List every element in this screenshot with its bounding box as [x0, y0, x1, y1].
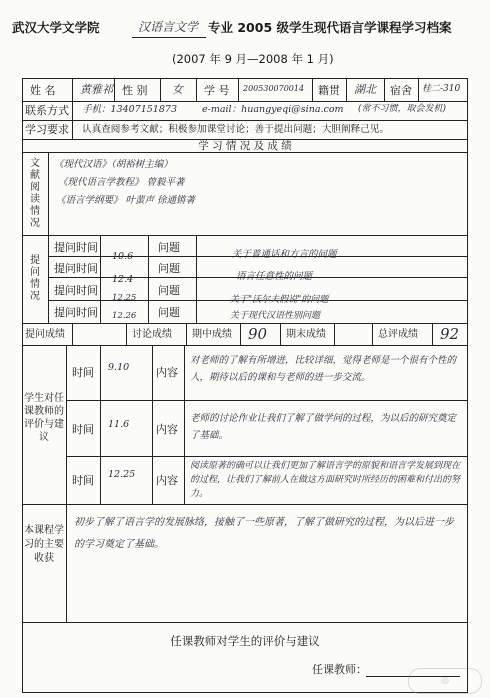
col-divider — [372, 323, 373, 345]
col-divider — [100, 345, 101, 504]
question-time: 12.25 — [112, 293, 137, 303]
major-underline — [132, 37, 206, 38]
col-divider — [114, 78, 115, 101]
question-time-label: 提问时间 — [54, 306, 98, 319]
discussion-grade-label: 讨论成绩 — [132, 329, 172, 340]
summary-text: 初步了解了语言学的发展脉络，接触了一些原著，了解了做研究的过程，为以后进一步的学习奠定了基础。 — [74, 517, 454, 550]
question-label: 问题 — [158, 241, 180, 254]
col-divider — [346, 78, 347, 101]
question-time: 12.26 — [112, 311, 137, 321]
col-divider — [72, 101, 73, 139]
feedback-content-label: 内容 — [156, 474, 178, 487]
feedback-time-label: 时间 — [72, 423, 94, 436]
question-time-label: 提问时间 — [54, 284, 98, 297]
reading-item: 《语言学纲要》 叶蜚声 徐通锵著 — [56, 195, 196, 206]
midterm-grade: 90 — [248, 325, 268, 343]
col-divider — [72, 78, 73, 101]
feedback-time: 12.25 — [108, 469, 136, 480]
col-divider — [280, 323, 281, 345]
col-divider — [418, 78, 419, 101]
question-time-label: 提问时间 — [54, 262, 98, 275]
row-divider — [22, 323, 468, 324]
feedback-section-label: 学生对任课教师的评价与建议 — [24, 393, 64, 443]
row-divider — [22, 504, 468, 505]
document-title: 专业 2005 级学生现代语言学课程学习档案 — [208, 20, 452, 35]
col-divider — [334, 323, 335, 345]
col-divider — [160, 78, 161, 101]
student-gender: 女 — [172, 83, 183, 96]
question-text: 关于"沃尔夫假说"的问题 — [230, 295, 329, 305]
col-divider — [238, 78, 239, 101]
contact-phone: 手机：13407151873 — [82, 104, 177, 115]
section-title: 学 习 情 况 及 成 绩 — [198, 140, 292, 152]
feedback-content: 阅读原著的确可以让我们更加了解语言学的原貌和语言学发展到现在的过程，让我们了解前人在做这方面研究时所经历的困难和付出的努力。 — [190, 461, 461, 499]
question-label: 问题 — [158, 262, 180, 275]
col-divider — [240, 323, 241, 345]
teacher-signature-label: 任课教师： — [312, 663, 367, 676]
question-time-label: 提问时间 — [54, 241, 98, 254]
feedback-content-label: 内容 — [156, 366, 178, 379]
requirements-text: 认真查阅参考文献；积极参加课堂讨论；善于提出问题；大胆阐释己见。 — [82, 124, 389, 135]
row-divider — [22, 345, 468, 346]
contact-email: e-mail：huangyeqi@sina.com — [202, 104, 344, 115]
feedback-content: 对老师的了解有所增进，比较详细，觉得老师是一个很有个性的人，期待以后的课和与老师的进一步交流。 — [190, 355, 457, 383]
reading-item: 《现代语言学教程》 曾毅平著 — [58, 177, 185, 188]
question-text: 语言任意性的问题 — [236, 271, 313, 282]
feedback-time: 11.6 — [108, 419, 130, 430]
name-label: 姓 名 — [30, 84, 56, 97]
col-divider — [196, 235, 197, 323]
row-divider — [22, 120, 468, 121]
teacher-eval-title: 任课教师对学生的评价与建议 — [170, 634, 320, 648]
document-period: (2007 年 9 月—2008 年 1 月) — [172, 52, 334, 66]
row-divider — [22, 152, 468, 153]
col-divider — [432, 323, 433, 345]
col-divider — [184, 345, 185, 504]
student-name: 黄雅祁 — [80, 83, 113, 96]
overall-grade: 92 — [440, 325, 460, 343]
col-divider — [312, 78, 313, 101]
reading-label: 文献阅读情况 — [30, 158, 40, 229]
col-divider — [100, 235, 101, 323]
row-divider — [66, 456, 468, 457]
question-text: 关于现代汉语性别问题 — [230, 311, 321, 321]
feedback-content-label: 内容 — [156, 423, 178, 436]
col-divider — [66, 504, 67, 622]
gender-label: 性 别 — [122, 84, 148, 97]
question-label: 问题 — [158, 306, 180, 319]
dorm-label: 宿舍 — [390, 84, 412, 97]
major-handwritten: 汉语言文学 — [138, 20, 199, 34]
contact-note: (常不习惯，取会发机) — [358, 104, 447, 114]
col-divider — [384, 78, 385, 101]
feedback-time-label: 时间 — [72, 366, 94, 379]
table-border-left — [22, 78, 23, 693]
row-divider — [22, 235, 468, 236]
question-text: 关于普通话和方言的问题 — [232, 249, 337, 260]
question-time: 12.4 — [112, 274, 134, 285]
col-divider — [196, 78, 197, 101]
table-border-bottom — [22, 692, 468, 693]
table-border-right — [467, 78, 468, 693]
reading-item: 《现代汉语》（胡裕树主编） — [54, 159, 173, 170]
feedback-time-label: 时间 — [72, 474, 94, 487]
summary-label: 本课程学习的主要收获 — [24, 525, 64, 564]
col-divider — [186, 323, 187, 345]
col-divider — [72, 323, 73, 345]
question-section-label: 提问情况 — [30, 255, 40, 302]
row-divider — [66, 400, 468, 401]
feedback-time: 9.10 — [108, 362, 130, 373]
question-grade-label: 提问成绩 — [25, 329, 65, 340]
question-time: 10.6 — [112, 251, 134, 262]
watermark-logo: ◎ — [408, 668, 482, 694]
student-id: 200530070014 — [243, 84, 305, 93]
contact-label: 联系方式 — [25, 104, 69, 117]
table-border-top — [22, 78, 468, 79]
student-dorm: 桂二-310 — [422, 84, 461, 94]
university-name: 武汉大学文学院 — [12, 20, 100, 35]
hometown-label: 籍贯 — [318, 84, 340, 97]
question-label: 问题 — [158, 284, 180, 297]
col-divider — [48, 152, 49, 323]
col-divider — [152, 345, 153, 504]
col-divider — [126, 323, 127, 345]
requirements-label: 学习要求 — [25, 123, 69, 136]
row-divider — [22, 622, 468, 623]
midterm-grade-label: 期中成绩 — [192, 329, 232, 340]
overall-grade-label: 总评成绩 — [378, 329, 418, 340]
student-hometown: 湖北 — [354, 83, 376, 96]
feedback-content: 老师的讨论作业让我们了解了做学问的过程，为以后的研究奠定了基础。 — [190, 413, 457, 441]
student-id-label: 学 号 — [204, 84, 230, 97]
row-divider — [22, 101, 468, 102]
col-divider — [148, 235, 149, 323]
final-grade-label: 期末成绩 — [286, 329, 326, 340]
col-divider — [66, 345, 67, 504]
